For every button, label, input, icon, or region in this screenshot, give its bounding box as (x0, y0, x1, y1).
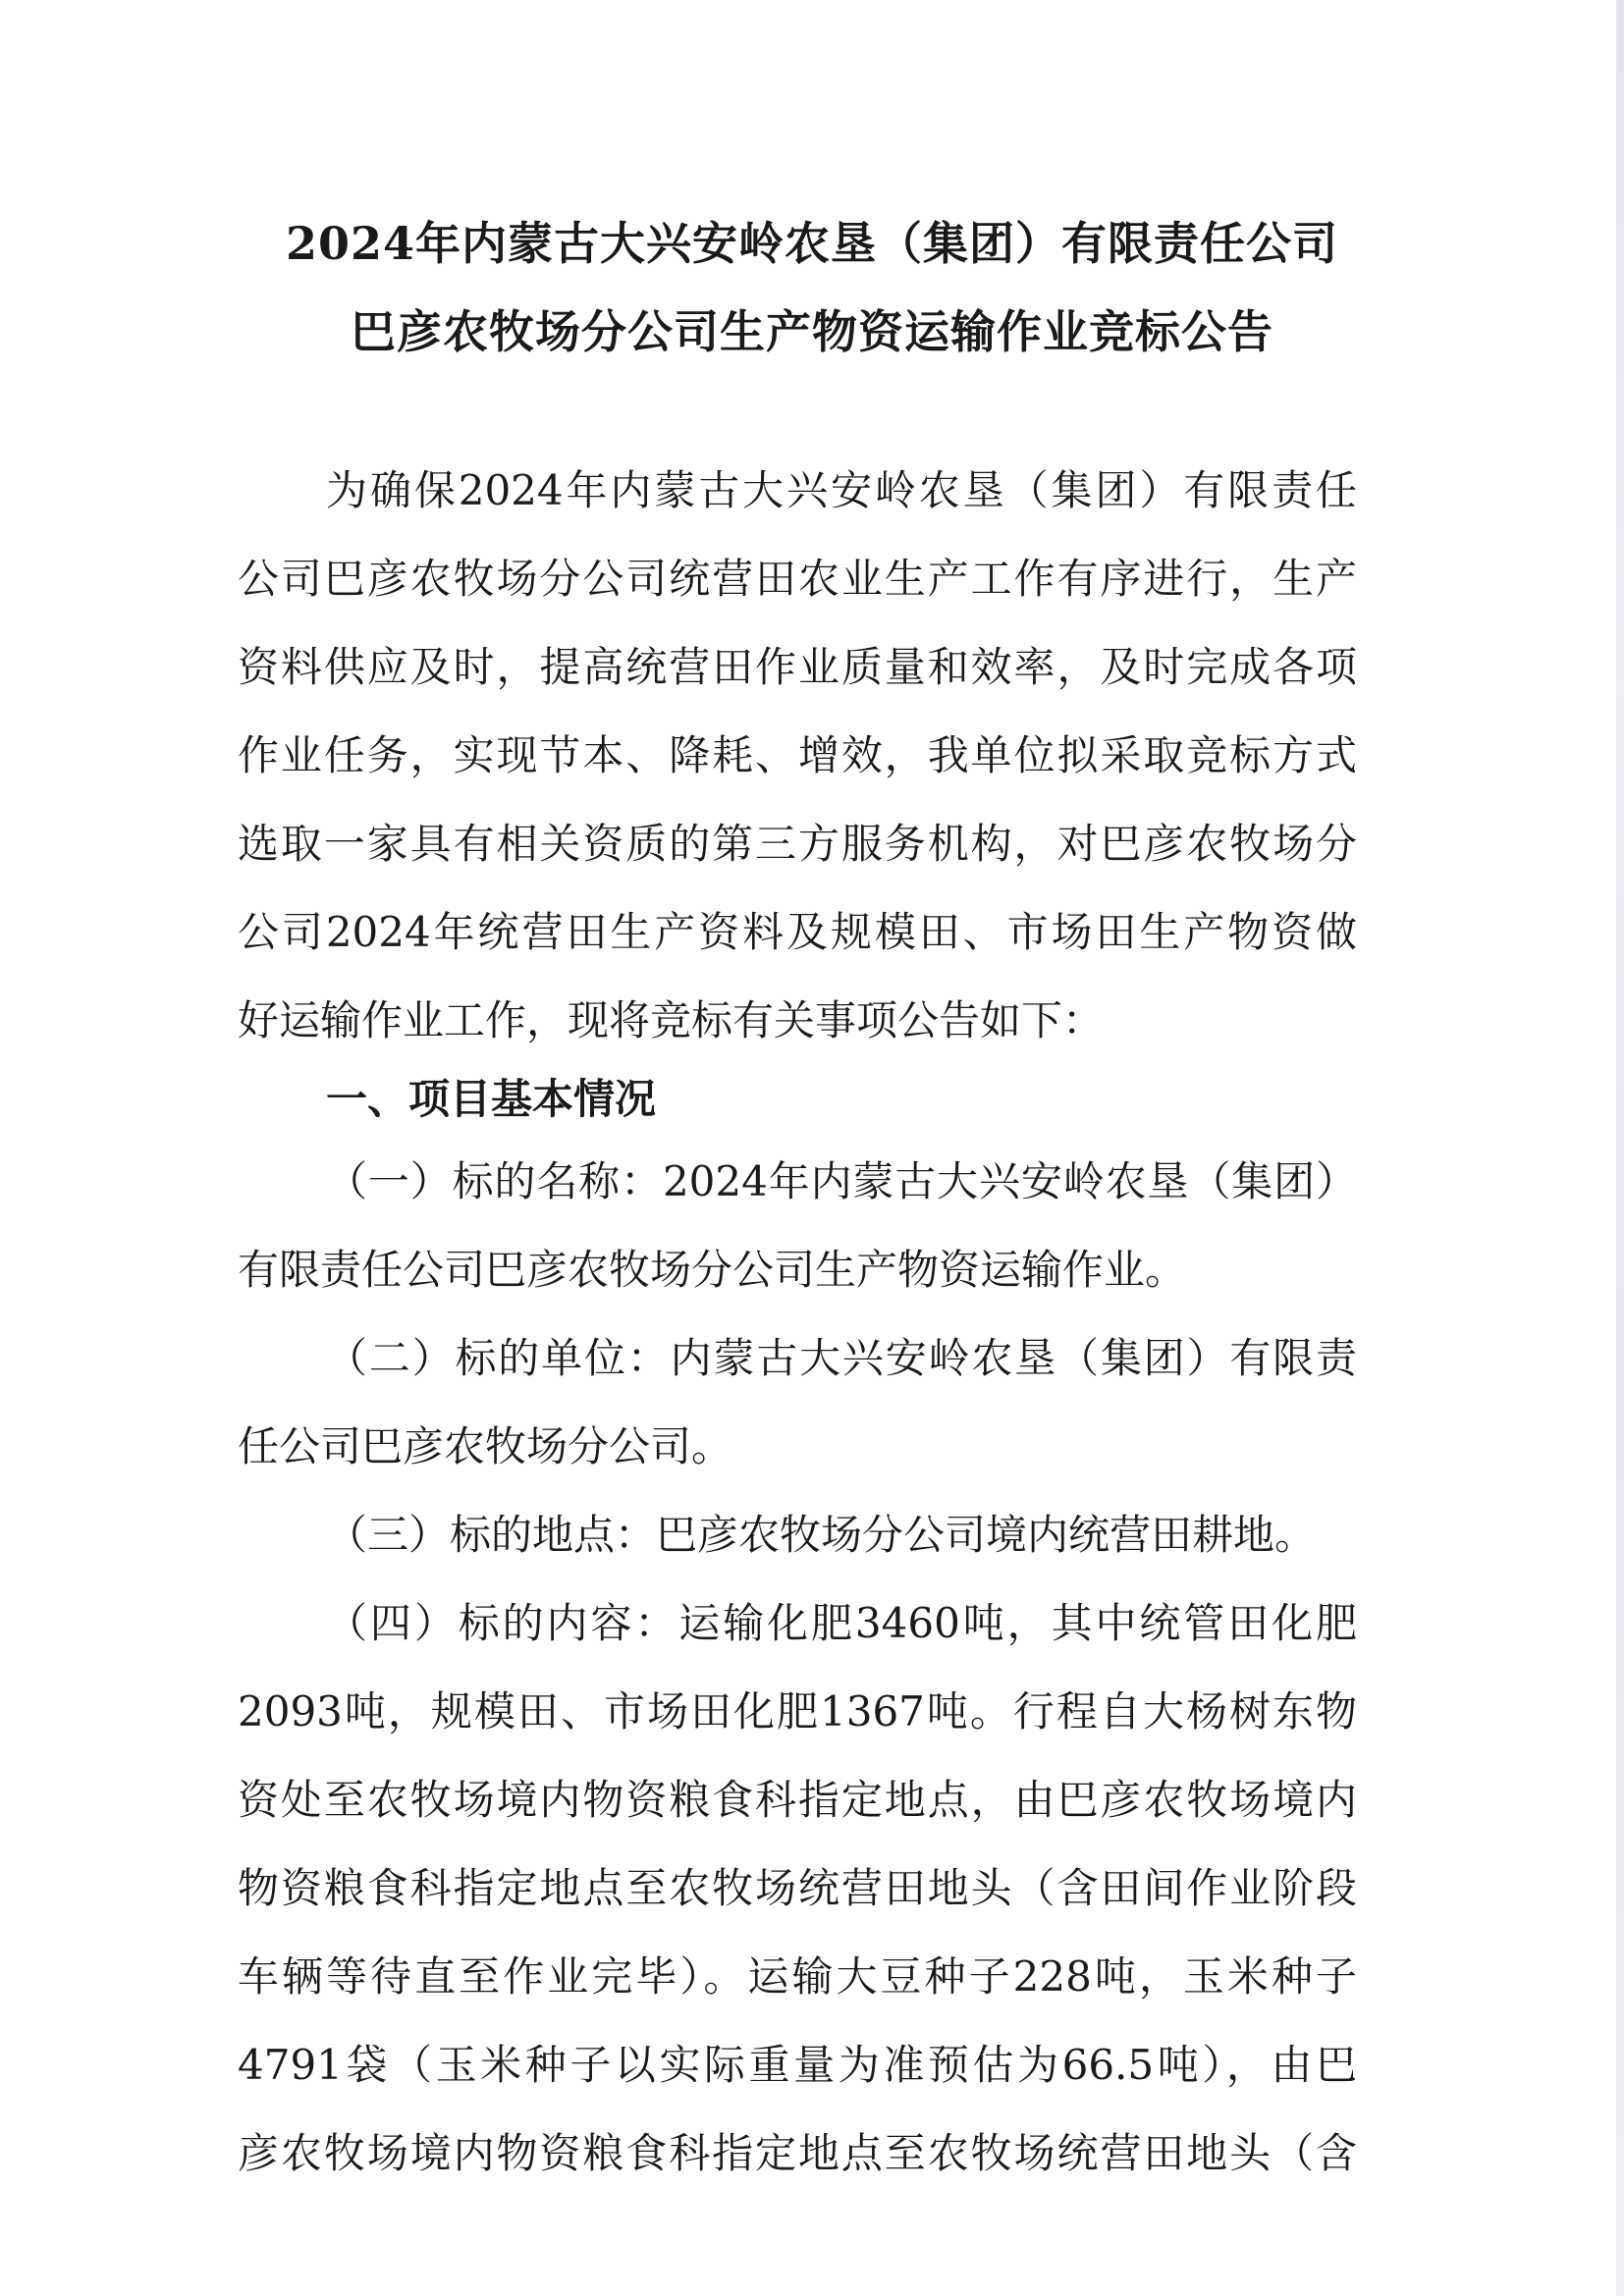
intro-line: 好运输作业工作，现将竞标有关事项公告如下： (238, 996, 1105, 1044)
document-title-line-2: 巴彦农牧场分公司生产物资运输作业竞标公告 (351, 305, 1273, 358)
intro-line: 公司巴彦农牧场分公司统营田农业生产工作有序进行，生产 (238, 555, 1357, 603)
intro-line: 公司2024年统营田生产资料及规模田、市场田生产物资做 (238, 908, 1357, 956)
item-2-line: （二）标的单位：内蒙古大兴安岭农垦（集团）有限责 (326, 1334, 1357, 1382)
item-4-line: 物资粮食科指定地点至农牧场统营田地头（含田间作业阶段 (238, 1864, 1357, 1912)
intro-line: 作业任务，实现节本、降耗、增效，我单位拟采取竞标方式 (238, 731, 1357, 779)
section-heading: 一、项目基本情况 (326, 1075, 657, 1123)
item-4-line: 资处至农牧场境内物资粮食科指定地点，由巴彦农牧场境内 (238, 1776, 1357, 1824)
item-4-line: 车辆等待直至作业完毕）。运输大豆种子228吨，玉米种子 (238, 1952, 1357, 2001)
scan-edge (1616, 0, 1624, 2296)
intro-line: 资料供应及时，提高统营田作业质量和效率，及时完成各项 (238, 643, 1357, 691)
intro-line: 选取一家具有相关资质的第三方服务机构，对巴彦农牧场分 (238, 820, 1357, 868)
item-1-line: 有限责任公司巴彦农牧场分公司生产物资运输作业。 (238, 1246, 1187, 1294)
item-4-line: 4791袋（玉米种子以实际重量为准预估为66.5吨），由巴 (238, 2041, 1357, 2089)
item-1-line: （一）标的名称：2024年内蒙古大兴安岭农垦（集团） (326, 1157, 1357, 1205)
document-title-line-1: 2024年内蒙古大兴安岭农垦（集团）有限责任公司 (285, 217, 1339, 270)
intro-line: 为确保2024年内蒙古大兴安岭农垦（集团）有限责任 (326, 466, 1357, 514)
item-4-line: （四）标的内容：运输化肥3460吨，其中统管田化肥 (326, 1599, 1357, 1647)
item-4-line: 2093吨，规模田、市场田化肥1367吨。行程自大杨树东物 (238, 1687, 1357, 1735)
item-3-line: （三）标的地点：巴彦农牧场分公司境内统营田耕地。 (326, 1511, 1317, 1559)
item-4-line: 彦农牧场境内物资粮食科指定地点至农牧场统营田地头（含 (238, 2129, 1357, 2177)
item-2-line: 任公司巴彦农牧场分公司。 (238, 1422, 733, 1470)
